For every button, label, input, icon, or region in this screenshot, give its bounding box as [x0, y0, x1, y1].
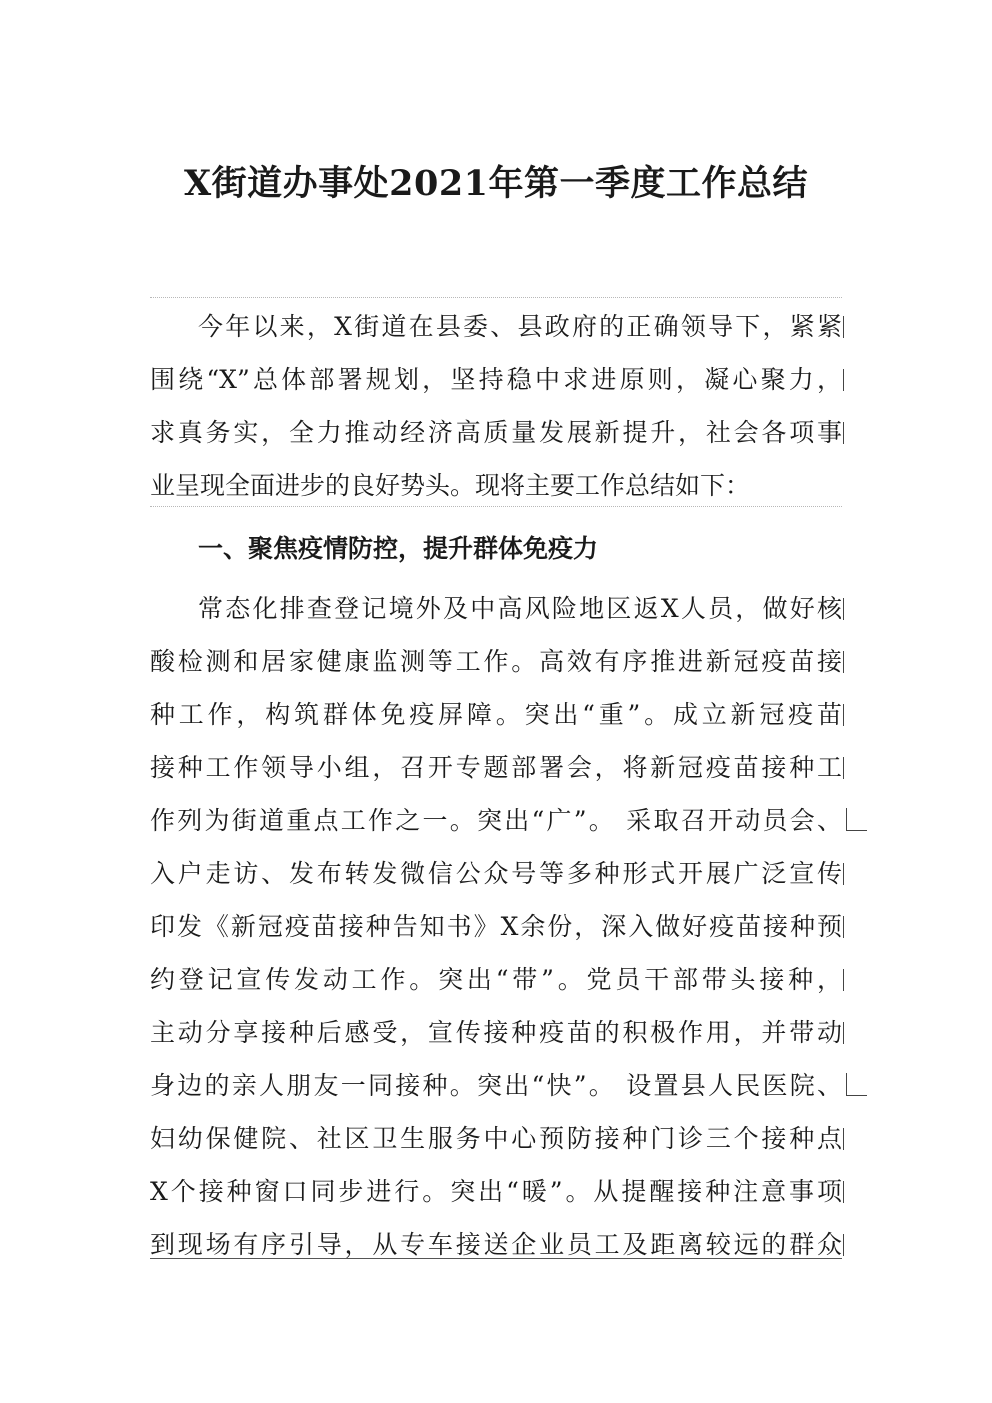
line-end-mark	[843, 598, 844, 620]
section-line: 约登记宣传发动工作。突出“带”。党员干部带头接种，	[150, 965, 842, 994]
section-line: 入户走访、发布转发微信公众号等多种形式开展广泛宣传	[150, 859, 842, 888]
page-title: X街道办事处2021年第一季度工作总结	[183, 163, 809, 204]
intro-line: 围绕“X”总体部署规划，坚持稳中求进原则，凝心聚力，	[150, 365, 842, 394]
section-line: 妇幼保健院、社区卫生服务中心预防接种门诊三个接种点	[150, 1124, 842, 1153]
line-end-mark	[843, 916, 844, 938]
page-bottom-rule	[150, 1258, 842, 1259]
line-end-mark	[843, 1022, 844, 1044]
line-end-mark	[843, 969, 844, 991]
section-line: 到现场有序引导，从专车接送企业员工及距离较远的群众	[150, 1230, 842, 1259]
line-end-mark-extended	[846, 808, 867, 831]
line-end-mark	[843, 757, 844, 779]
line-end-mark	[843, 1181, 844, 1203]
line-end-mark	[843, 316, 844, 338]
intro-bottom-rule	[150, 506, 842, 507]
line-end-mark	[843, 369, 844, 391]
section-line: 身边的亲人朋友一同接种。突出“快”。 设置县人民医院、	[150, 1071, 842, 1100]
intro-line: 今年以来，X街道在县委、县政府的正确领导下，紧紧	[198, 312, 842, 341]
intro-line: 业呈现全面进步的良好势头。现将主要工作总结如下：	[150, 471, 751, 500]
section-line: 印发《新冠疫苗接种告知书》X余份，深入做好疫苗接种预	[150, 912, 842, 941]
line-end-mark	[843, 1234, 844, 1256]
section-line: 种工作，构筑群体免疫屏障。突出“重”。成立新冠疫苗	[150, 700, 842, 729]
line-end-mark	[843, 1128, 844, 1150]
line-end-mark	[843, 422, 844, 444]
section-line: 接种工作领导小组，召开专题部署会，将新冠疫苗接种工	[150, 753, 842, 782]
top-border-rule	[150, 297, 842, 298]
line-end-mark	[843, 704, 844, 726]
section-line: 主动分享接种后感受，宣传接种疫苗的积极作用，并带动	[150, 1018, 842, 1047]
line-end-mark-extended	[846, 1073, 867, 1096]
intro-line: 求真务实，全力推动经济高质量发展新提升，社会各项事	[150, 418, 842, 447]
section-line: X个接种窗口同步进行。突出“暖”。从提醒接种注意事项	[150, 1177, 842, 1206]
line-end-mark	[843, 863, 844, 885]
line-end-mark	[843, 651, 844, 673]
section-heading: 一、聚焦疫情防控，提升群体免疫力	[198, 534, 599, 563]
section-line: 酸检测和居家健康监测等工作。高效有序推进新冠疫苗接	[150, 647, 842, 676]
section-line: 作列为街道重点工作之一。突出“广”。 采取召开动员会、	[150, 806, 842, 835]
section-line: 常态化排查登记境外及中高风险地区返X人员，做好核	[198, 594, 842, 623]
